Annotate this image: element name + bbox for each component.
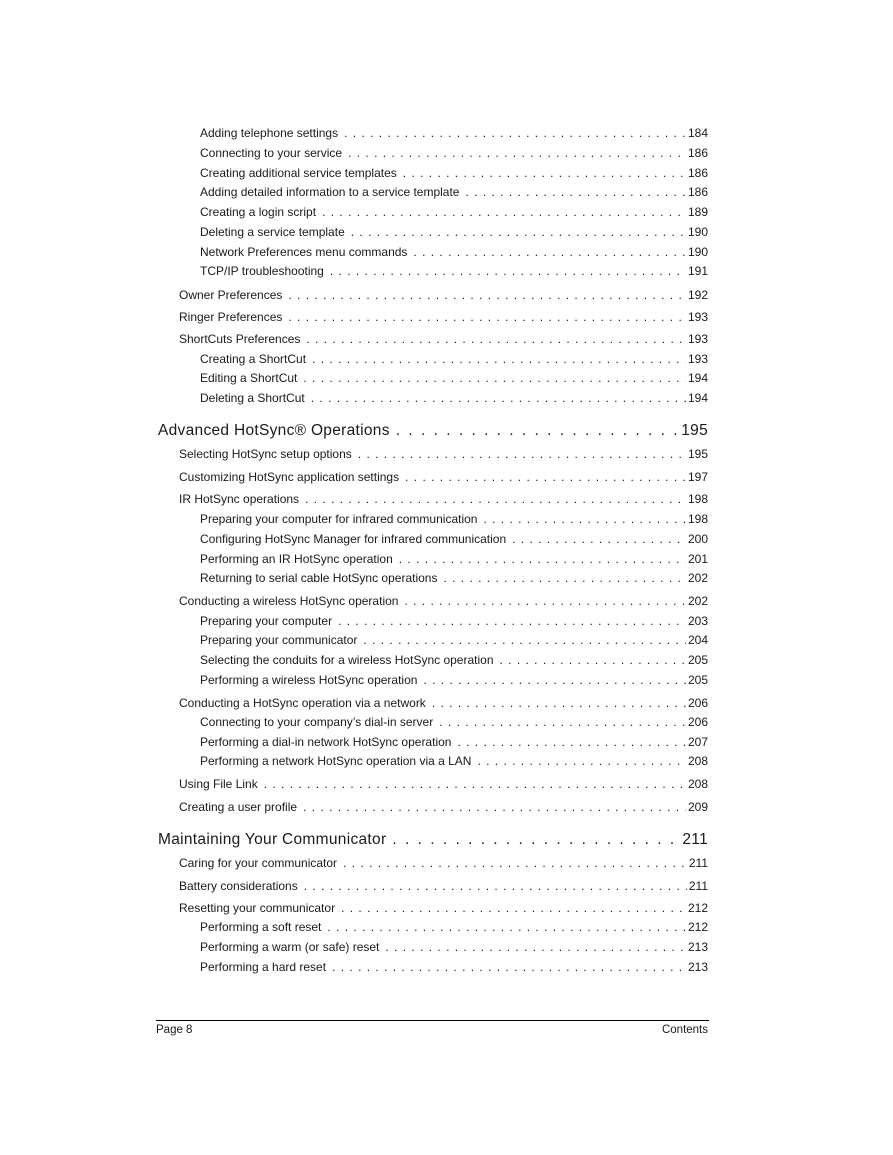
toc-entry-page: 206 [687, 715, 708, 729]
toc-entry[interactable] [179, 447, 708, 461]
toc-entry-page: 202 [687, 571, 708, 585]
toc-entry-title: Customizing HotSync application settings [179, 470, 400, 484]
toc-entry-page: 211 [688, 879, 708, 893]
toc-entry-title: Deleting a ShortCut [200, 391, 305, 405]
toc-entry-page: 193 [687, 352, 708, 366]
toc-leader-dots [327, 920, 686, 934]
toc-entry-page: 195 [687, 447, 708, 461]
toc-entry-title: Configuring HotSync Manager for infrared communication [200, 532, 507, 546]
toc-entry[interactable] [200, 633, 708, 647]
toc-entry-page: 190 [687, 245, 708, 259]
toc-entry-title: Returning to serial cable HotSync operations [200, 571, 438, 585]
toc-leader-dots [288, 310, 686, 324]
toc-entry-page: 204 [687, 633, 708, 647]
toc-entry-title: Creating a login script [200, 205, 317, 219]
toc-leader-dots [264, 777, 686, 791]
toc-leader-dots [305, 492, 686, 506]
toc-entry[interactable] [179, 901, 708, 915]
toc-leader-dots [330, 264, 686, 278]
footer-page-number: Page 8 [156, 1024, 193, 1036]
toc-entry-page: 184 [687, 126, 708, 140]
toc-entry[interactable] [200, 512, 708, 526]
toc-entry-title: TCP/IP troubleshooting [200, 264, 324, 278]
toc-entry-title: Selecting the conduits for a wireless HotSync operation [200, 653, 494, 667]
toc-leader-dots [348, 146, 686, 160]
footer-section-name: Contents [661, 1024, 708, 1036]
toc-entry[interactable] [179, 856, 708, 870]
toc-entry-page: 200 [687, 532, 708, 546]
toc-entry-title: Performing a wireless HotSync operation [200, 673, 418, 687]
toc-entry-title: Performing a warm (or safe) reset [200, 940, 380, 954]
toc-entry[interactable] [179, 332, 708, 346]
toc-leader-dots [405, 470, 686, 484]
toc-entry-page: 191 [687, 264, 708, 278]
toc-entry[interactable] [179, 777, 708, 791]
toc-entry-page: 197 [687, 470, 708, 484]
toc-leader-dots [306, 332, 686, 346]
toc-entry[interactable] [200, 653, 708, 667]
toc-entry[interactable] [179, 594, 708, 608]
toc-entry[interactable] [200, 225, 708, 239]
toc-entry[interactable] [200, 552, 708, 566]
toc-entry-page: 211 [682, 831, 708, 848]
toc-entry[interactable] [200, 205, 708, 219]
toc-entry[interactable] [200, 673, 708, 687]
toc-entry-title: Caring for your communicator [179, 856, 338, 870]
toc-entry[interactable] [200, 126, 708, 140]
footer-rule [156, 1020, 709, 1021]
toc-leader-dots [288, 288, 686, 302]
toc-entry-page: 198 [687, 512, 708, 526]
toc-entry[interactable] [179, 696, 708, 710]
toc-leader-dots [311, 391, 686, 405]
toc-leader-dots [432, 696, 686, 710]
toc-entry-title: Using File Link [179, 777, 258, 791]
toc-leader-dots [404, 594, 686, 608]
toc-leader-dots [477, 754, 686, 768]
toc-entry-title: Maintaining Your Communicator [158, 831, 387, 848]
toc-entry-title: Battery considerations [179, 879, 298, 893]
toc-entry-page: 213 [687, 940, 708, 954]
toc-entry[interactable] [179, 879, 708, 893]
toc-chapter-entry[interactable] [158, 422, 708, 440]
toc-entry[interactable] [200, 264, 708, 278]
toc-leader-dots [351, 225, 686, 239]
toc-entry-title: ShortCuts Preferences [179, 332, 301, 346]
toc-leader-dots [332, 960, 686, 974]
toc-leader-dots [443, 571, 686, 585]
toc-entry-title: Preparing your computer for infrared communication [200, 512, 478, 526]
toc-entry[interactable] [200, 754, 708, 768]
toc-entry-title: Adding telephone settings [200, 126, 339, 140]
toc-entry-title: Conducting a wireless HotSync operation [179, 594, 399, 608]
toc-entry-title: IR HotSync operations [179, 492, 300, 506]
toc-entry[interactable] [179, 288, 708, 302]
toc-leader-dots [322, 205, 686, 219]
toc-leader-dots [385, 940, 686, 954]
toc-leader-dots [341, 901, 686, 915]
toc-entry[interactable] [200, 371, 708, 385]
toc-entry-title: Preparing your communicator [200, 633, 358, 647]
toc-entry[interactable] [200, 940, 708, 954]
toc-entry-title: Performing a hard reset [200, 960, 327, 974]
toc-leader-dots [439, 715, 686, 729]
toc-entry-title: Performing a dial-in network HotSync operation [200, 735, 452, 749]
toc-entry[interactable] [200, 571, 708, 585]
toc-entry-page: 202 [687, 594, 708, 608]
toc-entry-title: Connecting to your service [200, 146, 343, 160]
toc-entry-page: 207 [687, 735, 708, 749]
toc-entry[interactable] [200, 245, 708, 259]
toc-entry-page: 186 [687, 146, 708, 160]
toc-leader-dots [344, 126, 686, 140]
toc-entry-page: 212 [687, 901, 708, 915]
toc-entry-page: 189 [687, 205, 708, 219]
toc-leader-dots [363, 633, 686, 647]
toc-entry[interactable] [179, 492, 708, 506]
toc-entry-title: Owner Preferences [179, 288, 283, 302]
toc-entry-page: 211 [688, 856, 708, 870]
toc-entry[interactable] [200, 614, 708, 628]
toc-entry-page: 208 [687, 777, 708, 791]
toc-entry-title: Ringer Preferences [179, 310, 283, 324]
toc-entry-title: Connecting to your company’s dial-in server [200, 715, 434, 729]
toc-leader-dots [343, 856, 687, 870]
toc-entry[interactable] [200, 920, 708, 934]
toc-entry-page: 203 [687, 614, 708, 628]
toc-entry-page: 193 [687, 310, 708, 324]
toc-entry-title: Advanced HotSync® Operations [158, 422, 390, 439]
toc-entry-title: Adding detailed information to a service template [200, 185, 460, 199]
toc-leader-dots [303, 371, 686, 385]
toc-entry-page: 186 [687, 166, 708, 180]
toc-entry-page: 205 [687, 653, 708, 667]
toc-entry-title: Deleting a service template [200, 225, 345, 239]
toc-leader-dots [399, 552, 686, 566]
toc-entry-page: 194 [687, 391, 708, 405]
toc-leader-dots [500, 653, 686, 667]
toc-entry-page: 192 [687, 288, 708, 302]
toc-entry[interactable] [200, 532, 708, 546]
toc-entry-page: 213 [687, 960, 708, 974]
toc-entry[interactable] [200, 185, 708, 199]
toc-leader-dots [304, 879, 687, 893]
toc-entry-page: 206 [687, 696, 708, 710]
toc-entry-page: 194 [687, 371, 708, 385]
toc-entry-title: Selecting HotSync setup options [179, 447, 352, 461]
toc-leader-dots [312, 352, 686, 366]
toc-leader-dots [392, 831, 680, 849]
toc-leader-dots [413, 245, 686, 259]
toc-leader-dots [483, 512, 686, 526]
toc-entry-page: 195 [681, 422, 708, 439]
toc-entry-title: Performing a network HotSync operation via a LAN [200, 754, 472, 768]
toc-entry-title: Creating a ShortCut [200, 352, 307, 366]
toc-entry-page: 208 [687, 754, 708, 768]
toc-entry[interactable] [200, 166, 708, 180]
toc-entry[interactable] [179, 800, 708, 814]
toc-entry-title: Preparing your computer [200, 614, 333, 628]
toc-entry[interactable] [200, 960, 708, 974]
toc-leader-dots [303, 800, 686, 814]
toc-entry-title: Network Preferences menu commands [200, 245, 408, 259]
toc-entry-page: 190 [687, 225, 708, 239]
toc-leader-dots [338, 614, 686, 628]
toc-entry[interactable] [200, 391, 708, 405]
toc-entry[interactable] [179, 470, 708, 484]
toc-entry[interactable] [200, 146, 708, 160]
toc-entry[interactable] [179, 310, 708, 324]
toc-entry-title: Creating additional service templates [200, 166, 397, 180]
toc-leader-dots [396, 422, 679, 440]
toc-entry-page: 193 [687, 332, 708, 346]
toc-entry[interactable] [200, 715, 708, 729]
toc-leader-dots [403, 166, 686, 180]
toc-entry-page: 212 [687, 920, 708, 934]
toc-entry-title: Performing a soft reset [200, 920, 322, 934]
toc-entry-page: 205 [687, 673, 708, 687]
toc-leader-dots [512, 532, 686, 546]
toc-entry[interactable] [200, 352, 708, 366]
toc-leader-dots [465, 185, 685, 199]
toc-leader-dots [423, 673, 686, 687]
toc-entry-title: Creating a user profile [179, 800, 298, 814]
toc-entry-page: 201 [687, 552, 708, 566]
toc-entry-title: Editing a ShortCut [200, 371, 298, 385]
toc-entry-page: 209 [687, 800, 708, 814]
toc-entry-page: 186 [687, 185, 708, 199]
toc-entry[interactable] [200, 735, 708, 749]
toc-leader-dots [358, 447, 686, 461]
toc-entry-title: Resetting your communicator [179, 901, 336, 915]
toc-entry-title: Performing an IR HotSync operation [200, 552, 393, 566]
toc-leader-dots [457, 735, 686, 749]
toc-entry-title: Conducting a HotSync operation via a network [179, 696, 426, 710]
toc-entry-page: 198 [687, 492, 708, 506]
toc-chapter-entry[interactable] [158, 831, 708, 849]
